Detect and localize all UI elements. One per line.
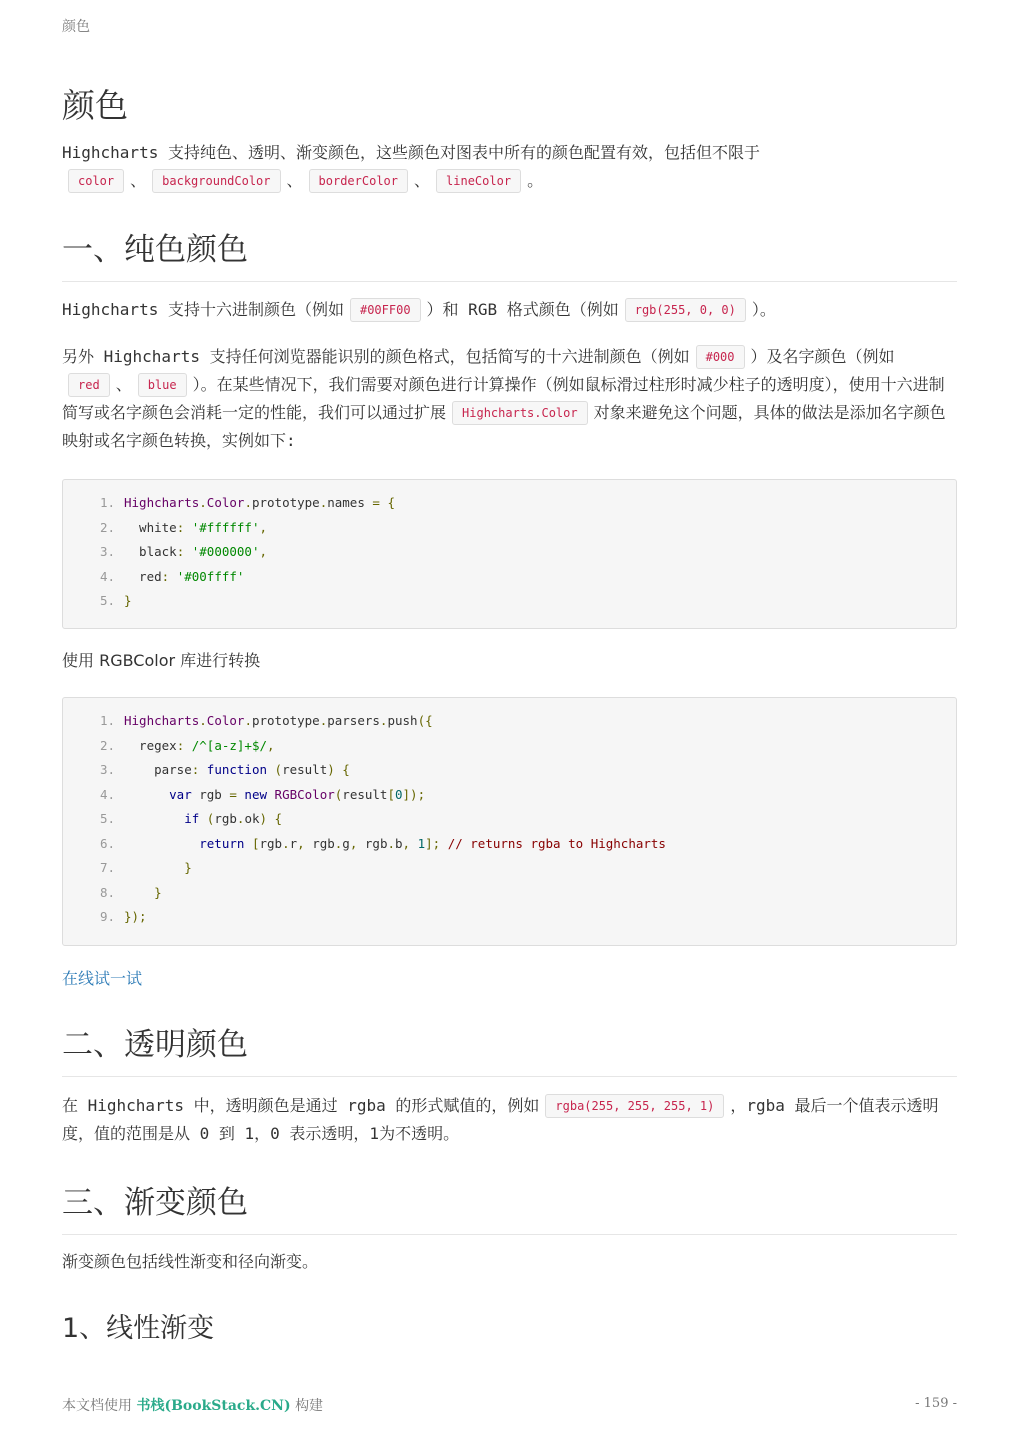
token: rgb [191,786,230,802]
token: ) { [259,811,283,826]
token: /^[a-z]+$/ [191,737,268,753]
text: ）和 RGB 格式颜色（例如 [426,300,619,319]
token: , [297,835,313,851]
section1-heading: 一、纯色颜色 [62,224,957,282]
token: // returns rgba to Highcharts [447,835,666,851]
token: rgb [214,811,237,826]
intro-paragraph [62,139,957,195]
code-line [63,832,956,857]
token: ok [244,811,260,826]
code-line [63,709,956,734]
text: Highcharts 支持十六进制颜色（例如 [62,300,344,319]
footer-suffix: 构建 [295,1398,324,1414]
token: . [319,495,328,510]
token: result [342,786,388,802]
code-line [63,565,956,590]
token: ({ [417,713,433,728]
token: b [395,835,403,851]
line-number: 1. [99,495,115,510]
code-backgroundcolor: backgroundColor [152,169,280,193]
text: 另外 Highcharts 支持任何浏览器能识别的颜色格式，包括简写的十六进制颜色（例如 [62,347,690,366]
line-number: 2. [99,737,115,753]
token: ( [334,786,343,802]
code-blue: blue [138,373,187,397]
line-number: 3. [99,762,115,777]
token: , [259,519,268,535]
line-number: 9. [99,909,115,924]
section3-heading: 三、渐变颜色 [62,1177,957,1235]
token: . [199,495,207,510]
text: 在 Highcharts 中，透明颜色是通过 rgba 的形式赋值的，例如 [62,1096,540,1115]
token: RGBColor [274,786,335,802]
code-line [63,807,956,832]
token: [ [387,786,395,802]
code-hex-green: #00FF00 [350,298,421,322]
token: } [124,884,162,900]
token: : [176,519,192,535]
token: function [206,762,268,777]
line-number: 4. [99,786,115,802]
token: . [236,811,245,826]
token: rgb [312,835,335,851]
text: ）。在某些情况下，我们需要对颜色进行计算操作（例如鼠标滑过柱形时减少柱子的透明度），使用十六进制简写或名字颜色会消耗一定的性能，我们可以通过扩展 [62,375,945,422]
token: } [124,593,132,608]
token: ) { [327,762,350,777]
section2-paragraph [62,1092,957,1148]
token: result [282,762,328,777]
line-number: 7. [99,860,115,875]
line-number: 4. [99,568,115,584]
token: . [334,835,343,851]
token: new [236,786,275,802]
token: regex [124,737,177,753]
token: , [267,737,275,753]
token: g [342,835,350,851]
token: ( [267,762,283,777]
token: Highcharts [124,713,200,728]
token: parse [124,762,192,777]
period: 。 [527,171,544,190]
code-line [63,589,956,614]
line-number: 3. [99,544,115,559]
text: ，rgba 最后一个值表示透明度，值的范围是从 0 到 1，0 表示透明，1为不透明。 [62,1096,939,1143]
token: r [289,835,298,851]
line-number: 6. [99,835,115,851]
text: 对象来避免这个问题，具体的做法是添加名字颜色映射或名字颜色转换，实例如下: [62,403,946,450]
code-line [63,758,956,783]
code-bordercolor: borderColor [309,169,408,193]
token: Color [206,495,245,510]
try-online-link[interactable]: 在线试一试 [62,969,143,988]
footer-prefix: 本文档使用 [62,1398,132,1414]
token: var [124,786,192,802]
code-line [63,491,956,516]
token: : [191,762,207,777]
token: '#ffffff' [191,519,260,535]
token: 0 [394,786,403,802]
token: rgb [259,835,283,851]
token: . [319,713,328,728]
token: , [259,544,268,559]
section3-paragraph: 渐变颜色包括线性渐变和径向渐变。 [62,1252,319,1271]
line-number: 5. [99,593,115,608]
line-number: 2. [99,519,115,535]
text: ）。 [751,300,776,319]
token: [ [244,835,260,851]
token: white [124,519,177,535]
token: if [124,811,200,826]
code-line [63,881,956,906]
code-block-parsers [62,697,957,946]
token: Highcharts [124,495,200,510]
separator: 、 [414,171,431,190]
token: : [176,737,192,753]
token: return [124,835,245,851]
token: , [349,835,365,851]
line-number: 8. [99,884,115,900]
token: push [387,713,418,728]
rgbcolor-paragraph: 使用 RGBColor 库进行转换 [62,651,261,670]
token: '#00ffff' [176,568,245,584]
code-line [63,783,956,808]
separator: 、 [115,375,132,394]
token: ( [199,811,215,826]
token: , [402,835,418,851]
code-line [63,540,956,565]
code-line [63,516,956,541]
intro-text: Highcharts 支持纯色、透明、渐变颜色，这些颜色对图表中所有的颜色配置有效，包括但不限于 [62,143,760,162]
token: . [387,835,395,851]
code-line [63,905,956,930]
token: . [199,713,207,728]
code-block-names [62,479,957,629]
token: } [124,860,192,875]
running-header: 颜色 [62,19,90,35]
code-highcharts-color: Highcharts.Color [452,401,588,425]
token: . [379,713,388,728]
separator: 、 [286,171,303,190]
token: black [124,544,177,559]
token: parsers [327,713,380,728]
line-number: 5. [99,811,115,826]
token: }); [124,909,147,924]
code-linecolor: lineColor [436,169,521,193]
token: red [124,568,162,584]
line-number: 1. [99,713,115,728]
separator: 、 [130,171,147,190]
token: . [244,713,252,728]
token: prototype [251,713,320,728]
token: ]; [425,835,448,851]
token: = [229,786,237,802]
code-rgb-red: rgb(255, 0, 0) [625,298,746,322]
code-rgba: rgba(255, 255, 255, 1) [545,1094,724,1118]
token: 1 [417,835,426,851]
code-line [63,856,956,881]
subsection-heading-linear: 1、线性渐变 [62,1313,215,1344]
code-line [63,734,956,759]
token: = { [364,495,395,510]
section1-paragraph1 [62,296,957,324]
token: names [327,495,365,510]
token: prototype [251,495,320,510]
page-number: - 159 - [915,1396,957,1411]
token: : [176,544,192,559]
token: '#000000' [191,544,260,559]
token: rgb [364,835,388,851]
token: Color [206,713,245,728]
token: . [282,835,290,851]
code-red: red [68,373,110,397]
token: . [244,495,252,510]
section1-paragraph2 [62,343,957,455]
page-title: 颜色 [62,86,128,125]
footer-brand-link[interactable]: 书栈(BookStack.CN) [136,1398,291,1414]
code-color: color [68,169,124,193]
token: : [161,568,177,584]
text: ）及名字颜色（例如 [750,347,895,366]
code-hex-short: #000 [696,345,745,369]
section2-heading: 二、透明颜色 [62,1019,957,1077]
token: ]); [402,786,426,802]
footer-credit [62,1395,323,1415]
